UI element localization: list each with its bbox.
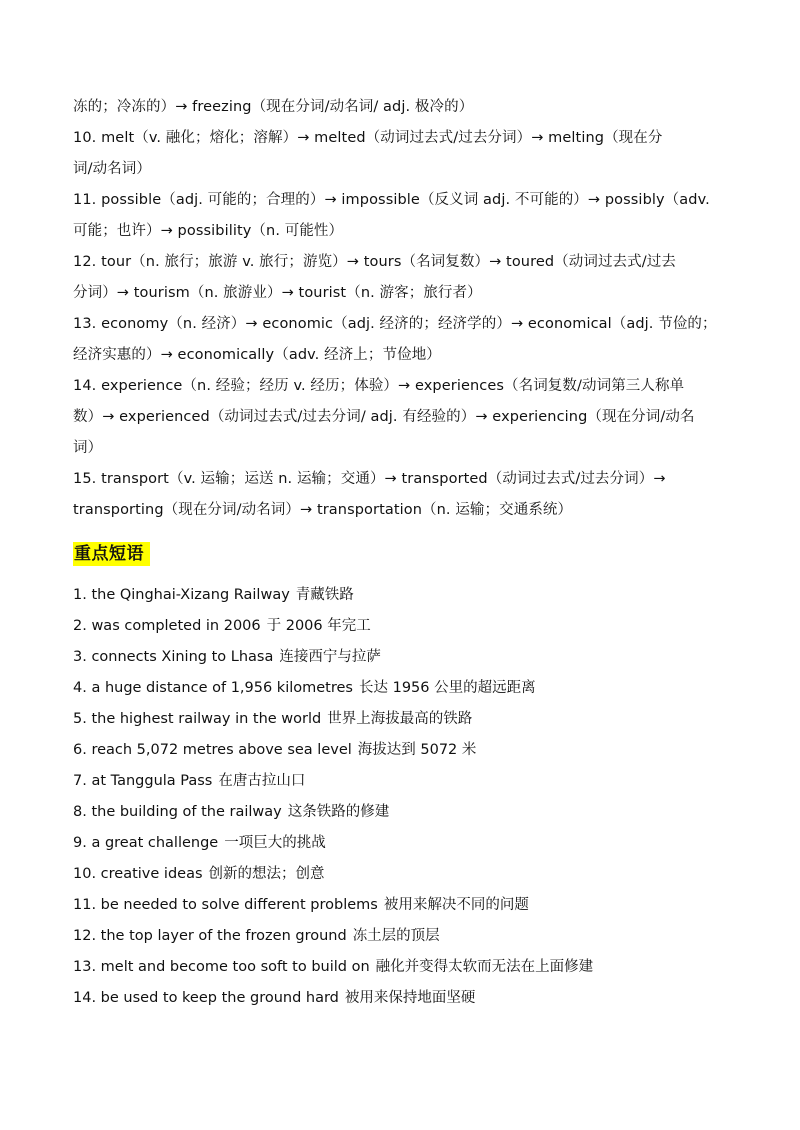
vocab-line: transporting（现在分词/动名词）→ transportation（n. 运输；交通系统） [73, 502, 573, 518]
section-heading: 重点短语 [73, 542, 150, 566]
vocab-line: 分词）→ tourism（n. 旅游业）→ tourist（n. 游客；旅行者） [73, 285, 482, 301]
phrase-item [73, 890, 730, 921]
phrase-item [73, 797, 730, 828]
phrase-chinese: 一项巨大的挑战 [224, 835, 326, 851]
phrase-item [73, 673, 730, 704]
phrase-chinese: 创新的想法；创意 [208, 866, 325, 882]
phrase-chinese: 这条铁路的修建 [287, 804, 390, 820]
phrase-chinese: 连接西宁与拉萨 [279, 649, 381, 665]
phrase-chinese: 融化并变得太软而无法在上面修建 [375, 959, 594, 975]
phrase-item [73, 766, 730, 797]
phrase-english: 4. a huge distance of 1,956 kilometres [73, 680, 353, 696]
phrase-english: 13. melt and become too soft to build on [73, 959, 370, 975]
phrase-chinese: 被用来保持地面坚硬 [344, 990, 476, 1006]
vocab-line: 14. experience（n. 经验；经历 v. 经历；体验）→ experiences（名词复数/动词第三人称单 [73, 378, 685, 394]
phrase-item [73, 735, 730, 766]
phrase-chinese: 于 2006 年完工 [266, 618, 371, 634]
phrase-item [73, 828, 730, 859]
phrase-item [73, 952, 730, 983]
phrase-english: 6. reach 5,072 metres above sea level [73, 742, 352, 758]
vocab-line: 冻的；冷冻的）→ freezing（现在分词/动名词/ adj. 极冷的） [73, 99, 474, 115]
phrase-item [73, 921, 730, 952]
vocab-line: 13. economy（n. 经济）→ economic（adj. 经济的；经济学的）→ economical（adj. 节俭的； [73, 316, 717, 332]
vocab-line: 15. transport（v. 运输；运送 n. 运输；交通）→ transported（动词过去式/过去分词）→ [73, 471, 666, 487]
phrase-item [73, 642, 730, 673]
word-family-list [73, 92, 730, 526]
vocab-line: 可能；也许）→ possibility（n. 可能性） [73, 223, 344, 239]
phrase-chinese: 长达 1956 公里的超远距离 [358, 680, 536, 696]
phrase-english: 9. a great challenge [73, 835, 219, 851]
vocab-line: 12. tour（n. 旅行；旅游 v. 旅行；游览）→ tours（名词复数）→ toured（动词过去式/过去 [73, 254, 676, 270]
phrase-english: 5. the highest railway in the world [73, 711, 322, 727]
phrase-chinese: 世界上海拔最高的铁路 [327, 711, 473, 727]
section-heading-row [73, 534, 730, 574]
phrase-english: 7. at Tanggula Pass [73, 773, 213, 789]
phrase-chinese: 冻土层的顶层 [352, 928, 440, 944]
vocab-line: 10. melt（v. 融化；熔化；溶解）→ melted（动词过去式/过去分词）→ melting（现在分 [73, 130, 663, 146]
phrase-chinese: 在唐古拉山口 [218, 773, 306, 789]
phrase-item [73, 859, 730, 890]
phrase-english: 3. connects Xining to Lhasa [73, 649, 274, 665]
phrase-english: 10. creative ideas [73, 866, 203, 882]
phrase-item [73, 580, 730, 611]
phrase-item [73, 611, 730, 642]
vocab-line: 11. possible（adj. 可能的；合理的）→ impossible（反义词 adj. 不可能的）→ possibly（adv. [73, 192, 710, 208]
phrase-item [73, 983, 730, 1014]
phrase-english: 1. the Qinghai-Xizang Railway [73, 587, 290, 603]
phrase-chinese: 被用来解决不同的问题 [383, 897, 529, 913]
vocab-line: 经济实惠的）→ economically（adv. 经济上；节俭地） [73, 347, 441, 363]
phrase-english: 14. be used to keep the ground hard [73, 990, 339, 1006]
phrase-english: 2. was completed in 2006 [73, 618, 261, 634]
phrase-english: 8. the building of the railway [73, 804, 282, 820]
vocab-line: 词） [73, 440, 103, 456]
phrase-english: 12. the top layer of the frozen ground [73, 928, 347, 944]
vocab-line: 数）→ experienced（动词过去式/过去分词/ adj. 有经验的）→ experiencing（现在分词/动名 [73, 409, 695, 425]
phrase-chinese: 海拔达到 5072 米 [357, 742, 477, 758]
phrase-chinese: 青藏铁路 [295, 587, 354, 603]
phrase-english: 11. be needed to solve different problems [73, 897, 378, 913]
phrase-item [73, 704, 730, 735]
key-phrases-list [73, 580, 730, 1014]
vocab-line: 词/动名词） [73, 161, 151, 177]
